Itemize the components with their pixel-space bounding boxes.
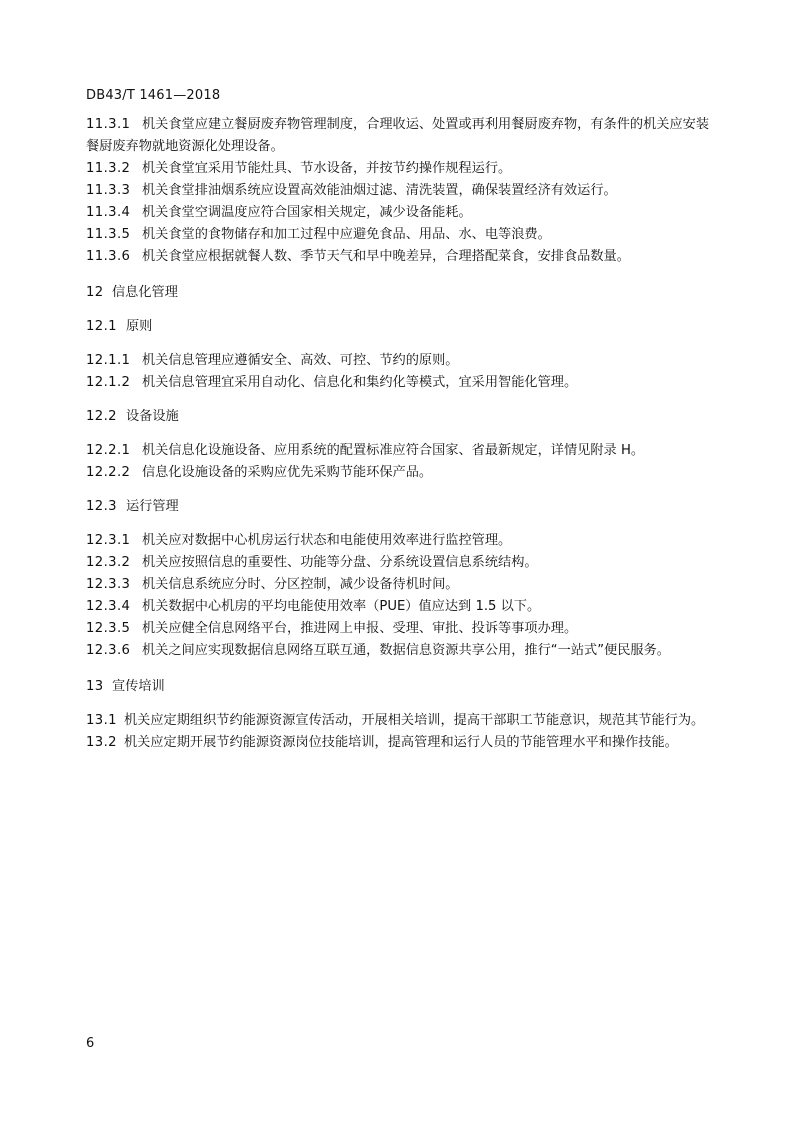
section-number: 12.2: [86, 409, 117, 424]
clause-12-3-5: [86, 618, 718, 640]
clause-13-1: [86, 710, 718, 732]
clause-12-3-2: [86, 552, 718, 574]
clause-12-3-1: [86, 530, 718, 552]
clause-number: 12.3.2: [86, 555, 131, 570]
clause-11-3-6: [86, 246, 718, 268]
clause-13-2: [86, 732, 718, 754]
clause-12-1-1: [86, 350, 718, 372]
clause-11-3-4: [86, 202, 718, 224]
clause-number: 11.3.1: [86, 117, 131, 132]
clause-number: 12.3.4: [86, 599, 131, 614]
section-heading-13: [86, 676, 718, 698]
clause-12-3-3: [86, 574, 718, 596]
clause-12-3-6: [86, 640, 718, 662]
clause-text: 机关食堂应根据就餐人数、季节天气和早中晚差异，合理搭配菜食，安排食品数量。: [142, 249, 630, 264]
section-title: 原则: [126, 319, 153, 334]
document-id-header: DB43/T 1461—2018: [86, 88, 221, 103]
clause-text: 机关食堂空调温度应符合国家相关规定，减少设备能耗。: [142, 205, 472, 220]
section-heading-12: [86, 282, 718, 304]
clause-number: 12.2.2: [86, 465, 131, 480]
clause-number: 13.1: [86, 713, 117, 728]
clause-text: 机关数据中心机房的平均电能使用效率（PUE）值应达到 1.5 以下。: [142, 599, 541, 614]
clause-number: 12.2.1: [86, 443, 131, 458]
clause-text: 机关食堂排油烟系统应设置高效能油烟过滤、清洗装置，确保装置经济有效运行。: [142, 183, 617, 198]
clause-11-3-1: [86, 114, 718, 158]
document-body: [86, 114, 718, 754]
clause-number: 11.3.5: [86, 227, 131, 242]
clause-text: 机关应健全信息网络平台，推进网上申报、受理、审批、投诉等事项办理。: [142, 621, 578, 636]
clause-text: 机关食堂应建立餐厨废弃物管理制度，合理收运、处置或再利用餐厨废弃物，有条件的机关应安装餐厨废弃物就地资源化处理设备。: [86, 117, 710, 154]
page-number: 6: [86, 1036, 95, 1051]
clause-number: 12.1.2: [86, 375, 131, 390]
section-heading-12-2: [86, 406, 718, 428]
section-number: 12.3: [86, 499, 117, 514]
clause-number: 12.3.1: [86, 533, 131, 548]
clause-12-1-2: [86, 372, 718, 394]
clause-11-3-5: [86, 224, 718, 246]
clause-number: 12.3.5: [86, 621, 131, 636]
clause-12-2-2: [86, 462, 718, 484]
clause-text: 机关食堂的食物储存和加工过程中应避免食品、用品、水、电等浪费。: [142, 227, 551, 242]
section-title: 设备设施: [126, 409, 179, 424]
clause-12-2-1: [86, 440, 718, 462]
section-heading-12-1: [86, 316, 718, 338]
clause-number: 11.3.2: [86, 161, 131, 176]
clause-text: 机关信息管理应遵循安全、高效、可控、节约的原则。: [142, 353, 459, 368]
section-number: 12.1: [86, 319, 117, 334]
section-heading-12-3: [86, 496, 718, 518]
clause-number: 11.3.4: [86, 205, 131, 220]
clause-number: 12.1.1: [86, 353, 131, 368]
section-title: 宣传培训: [112, 679, 165, 694]
clause-text: 机关食堂宜采用节能灶具、节水设备，并按节约操作规程运行。: [142, 161, 512, 176]
clause-text: 机关信息化设施设备、应用系统的配置标准应符合国家、省最新规定，详情见附录 H。: [142, 443, 645, 458]
clause-text: 机关信息系统应分时、分区控制，减少设备待机时间。: [142, 577, 459, 592]
section-title: 运行管理: [126, 499, 179, 514]
clause-number: 13.2: [86, 735, 117, 750]
clause-text: 机关应定期开展节约能源资源岗位技能培训，提高管理和运行人员的节能管理水平和操作技能。: [124, 735, 678, 750]
clause-text: 信息化设施设备的采购应优先采购节能环保产品。: [142, 465, 433, 480]
clause-text: 机关应按照信息的重要性、功能等分盘、分系统设置信息系统结构。: [142, 555, 538, 570]
clause-11-3-3: [86, 180, 718, 202]
section-number: 12: [86, 285, 104, 300]
clause-number: 12.3.3: [86, 577, 131, 592]
clause-number: 12.3.6: [86, 643, 131, 658]
clause-number: 11.3.6: [86, 249, 131, 264]
clause-number: 11.3.3: [86, 183, 131, 198]
clause-text: 机关之间应实现数据信息网络互联互通，数据信息资源共享公用，推行“一站式”便民服务。: [142, 643, 670, 658]
clause-text: 机关应定期组织节约能源资源宣传活动，开展相关培训，提高干部职工节能意识，规范其节能行为。: [124, 713, 705, 728]
clause-12-3-4: [86, 596, 718, 618]
clause-11-3-2: [86, 158, 718, 180]
section-number: 13: [86, 679, 104, 694]
clause-text: 机关信息管理宜采用自动化、信息化和集约化等模式，宜采用智能化管理。: [142, 375, 578, 390]
clause-text: 机关应对数据中心机房运行状态和电能使用效率进行监控管理。: [142, 533, 512, 548]
section-title: 信息化管理: [112, 285, 178, 300]
